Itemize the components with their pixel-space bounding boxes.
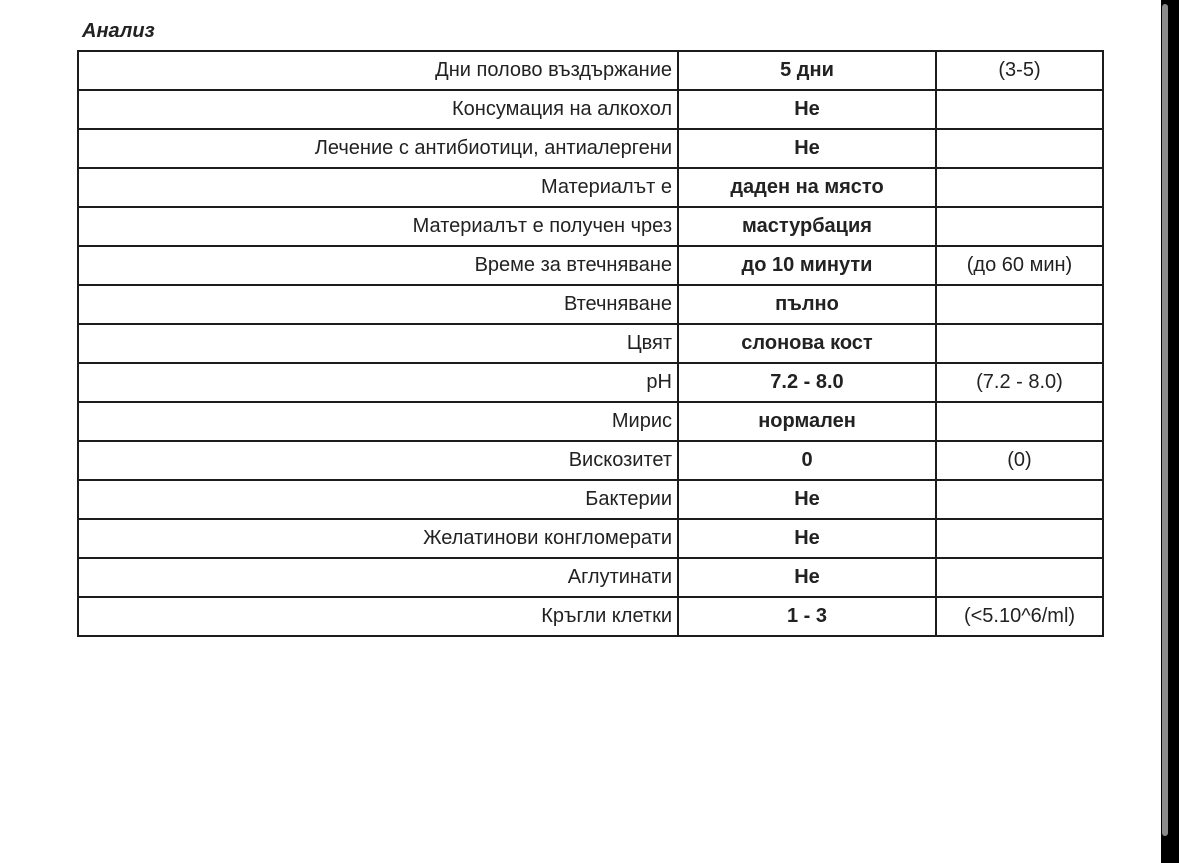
parameter-cell: Време за втечняване <box>78 246 678 285</box>
value-cell: Не <box>678 558 936 597</box>
reference-cell <box>936 480 1103 519</box>
parameter-cell: Материалът е получен чрез <box>78 207 678 246</box>
value-cell: до 10 минути <box>678 246 936 285</box>
table-row <box>78 441 1103 480</box>
table-row <box>78 207 1103 246</box>
parameter-cell: Бактерии <box>78 480 678 519</box>
parameter-cell: Мирис <box>78 402 678 441</box>
parameter-cell: Цвят <box>78 324 678 363</box>
parameter-cell: Консумация на алкохол <box>78 90 678 129</box>
value-cell: слонова кост <box>678 324 936 363</box>
reference-cell <box>936 90 1103 129</box>
section-title: Анализ <box>82 20 155 42</box>
analysis-table <box>77 50 1104 637</box>
parameter-cell: Вискозитет <box>78 441 678 480</box>
table-row <box>78 597 1103 636</box>
reference-cell <box>936 285 1103 324</box>
value-cell: Не <box>678 480 936 519</box>
value-cell: Не <box>678 90 936 129</box>
reference-cell: (до 60 мин) <box>936 246 1103 285</box>
reference-cell: (0) <box>936 441 1103 480</box>
table-row <box>78 480 1103 519</box>
value-cell: 0 <box>678 441 936 480</box>
analysis-table-body <box>78 51 1103 636</box>
parameter-cell: Втечняване <box>78 285 678 324</box>
table-row <box>78 168 1103 207</box>
value-cell: даден на място <box>678 168 936 207</box>
table-row <box>78 363 1103 402</box>
reference-cell <box>936 519 1103 558</box>
value-cell: пълно <box>678 285 936 324</box>
reference-cell <box>936 207 1103 246</box>
parameter-cell: pH <box>78 363 678 402</box>
table-row <box>78 285 1103 324</box>
value-cell: 7.2 - 8.0 <box>678 363 936 402</box>
parameter-cell: Лечение с антибиотици, антиалергени <box>78 129 678 168</box>
value-cell: 5 дни <box>678 51 936 90</box>
value-cell: Не <box>678 519 936 558</box>
table-row <box>78 129 1103 168</box>
parameter-cell: Кръгли клетки <box>78 597 678 636</box>
parameter-cell: Аглутинати <box>78 558 678 597</box>
value-cell: нормален <box>678 402 936 441</box>
reference-cell <box>936 168 1103 207</box>
value-cell: 1 - 3 <box>678 597 936 636</box>
reference-cell <box>936 402 1103 441</box>
value-cell: мастурбация <box>678 207 936 246</box>
reference-cell <box>936 324 1103 363</box>
table-row <box>78 246 1103 285</box>
reference-cell: (7.2 - 8.0) <box>936 363 1103 402</box>
table-row <box>78 90 1103 129</box>
parameter-cell: Желатинови конгломерати <box>78 519 678 558</box>
value-cell: Не <box>678 129 936 168</box>
table-row <box>78 51 1103 90</box>
vertical-scrollbar[interactable] <box>1162 4 1168 836</box>
parameter-cell: Дни полово въздържание <box>78 51 678 90</box>
parameter-cell: Материалът е <box>78 168 678 207</box>
reference-cell <box>936 129 1103 168</box>
table-row <box>78 324 1103 363</box>
table-row <box>78 519 1103 558</box>
table-row <box>78 402 1103 441</box>
reference-cell <box>936 558 1103 597</box>
reference-cell: (3-5) <box>936 51 1103 90</box>
reference-cell: (<5.10^6/ml) <box>936 597 1103 636</box>
table-row <box>78 558 1103 597</box>
